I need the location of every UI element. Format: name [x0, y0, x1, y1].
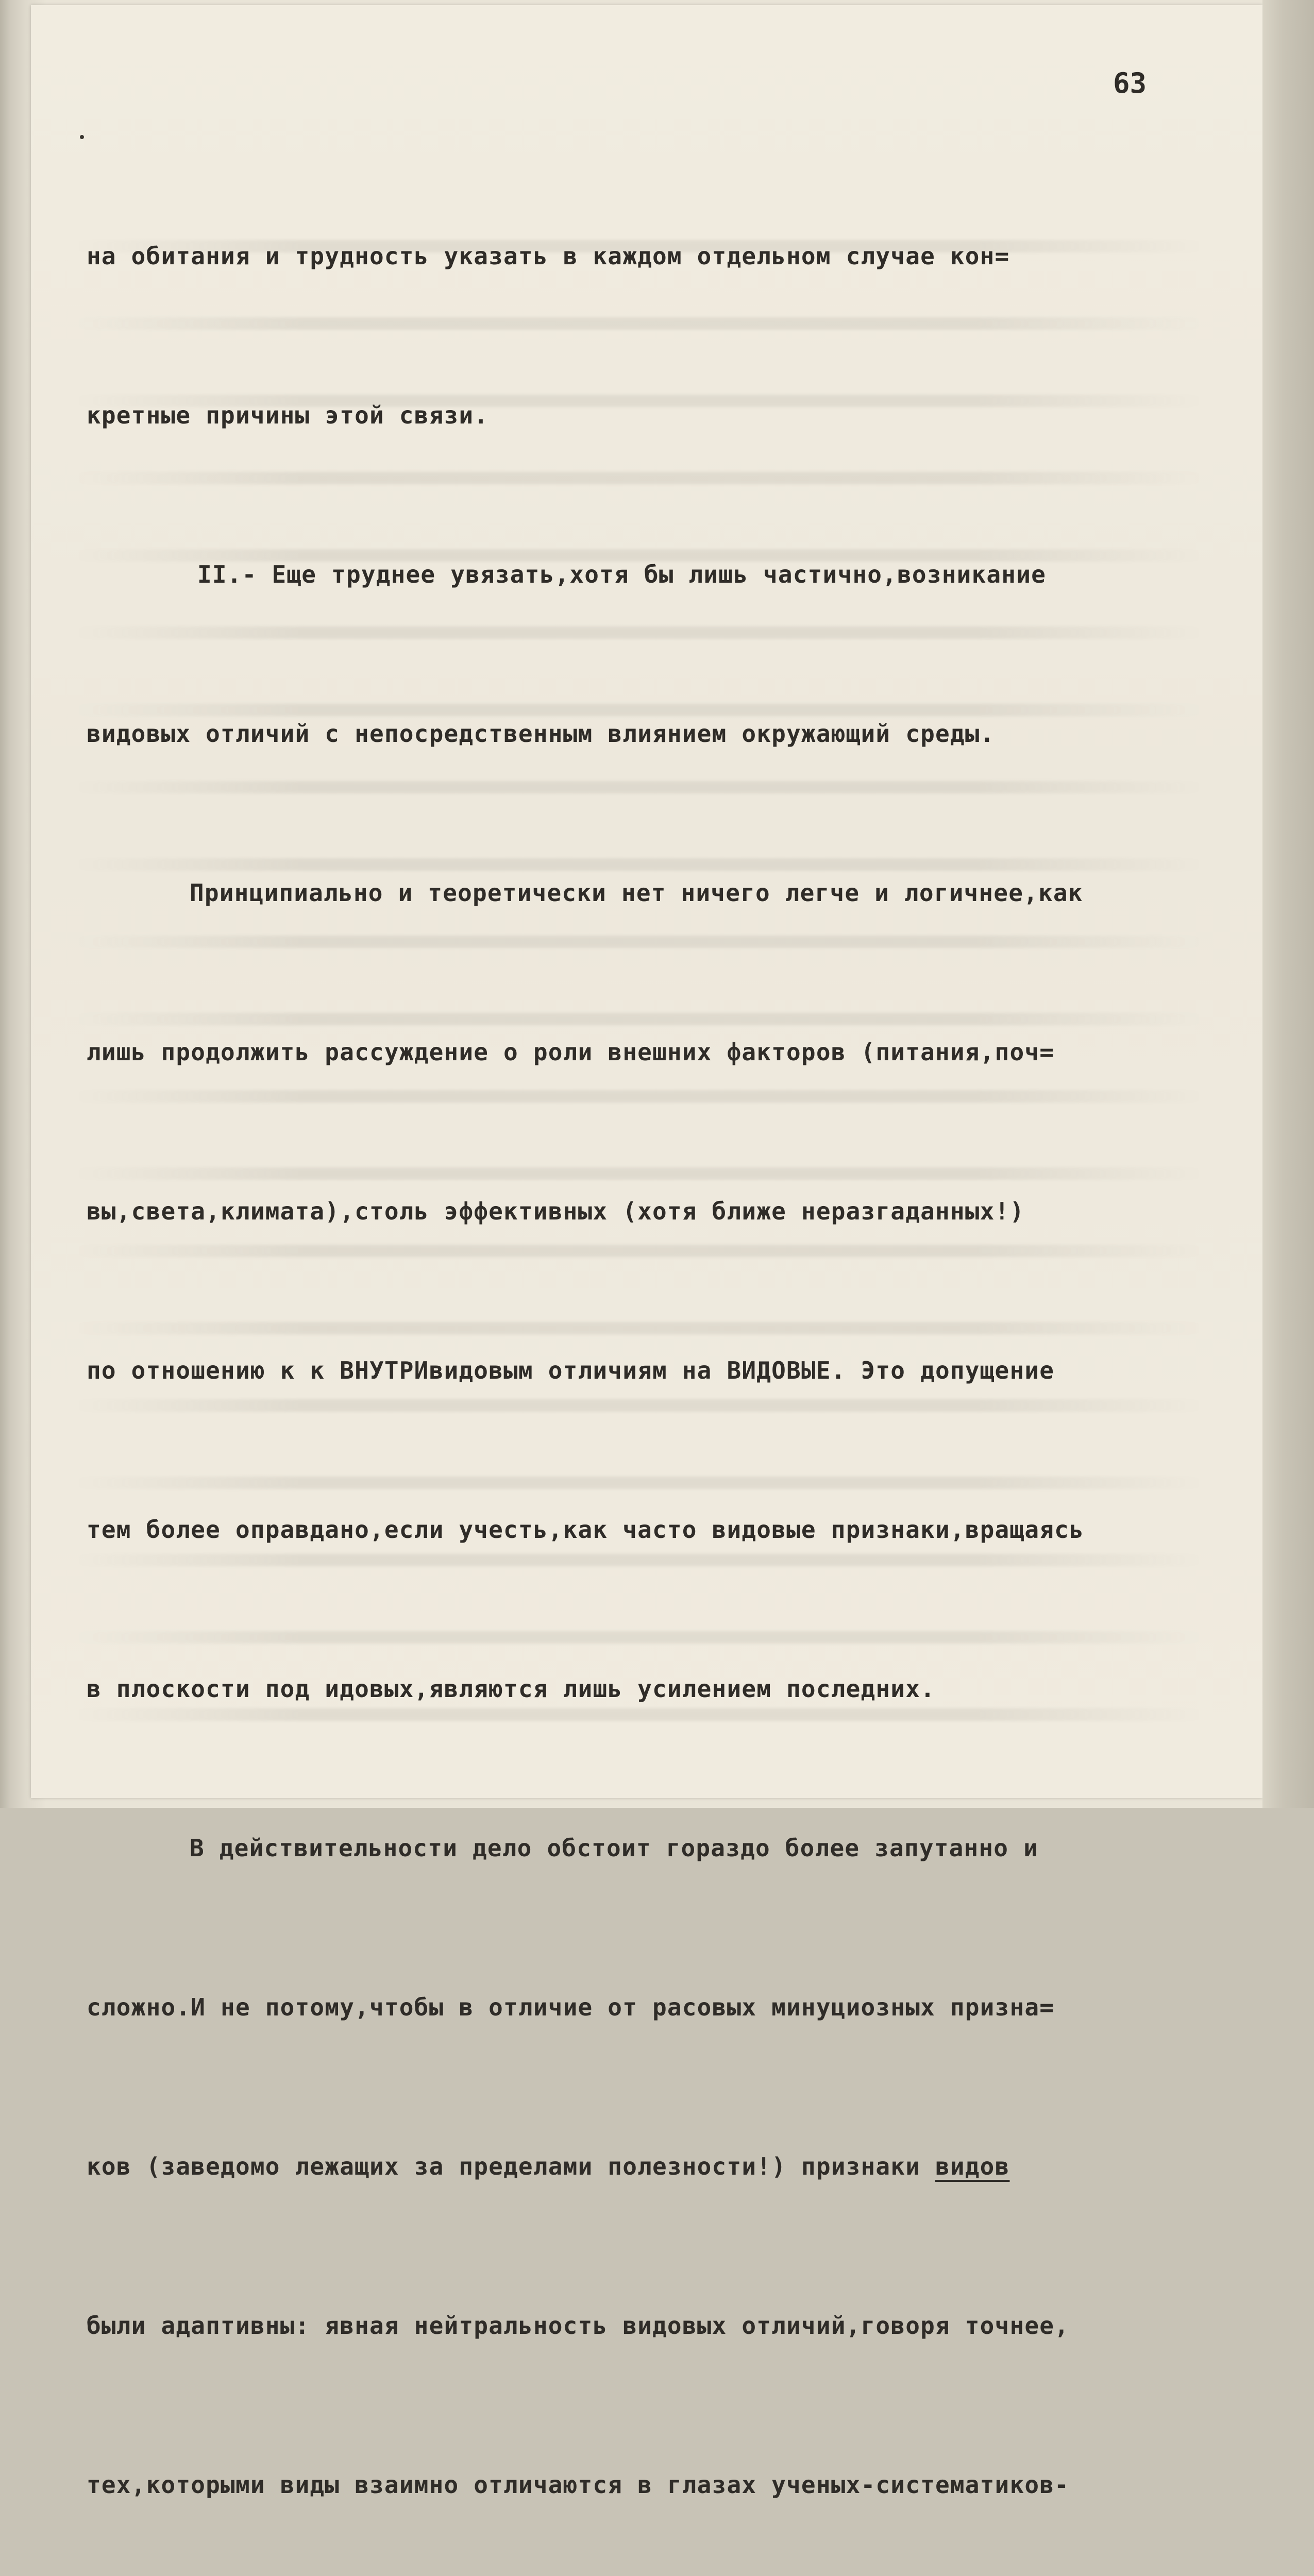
text-line-13 — [87, 2140, 1256, 2193]
text-line-9: тем более оправдано,если учесть,как часто видовые признаки,вращаясь — [87, 1516, 1084, 1544]
margin-mark — [80, 135, 84, 139]
page-number: 63 — [1113, 67, 1147, 99]
scan-right-edge — [1262, 0, 1314, 1808]
text-line-8: по отношению к к ВНУТРИвидовым отличиям на ВИДОВЫЕ. Это допущение — [87, 1357, 1055, 1384]
text-line-14: были адаптивны: явная нейтральность видовых отличий,говоря точнее, — [87, 2312, 1070, 2340]
text-line-12: сложно.И не потому,чтобы в отличие от расовых минуциозных призна= — [87, 1993, 1055, 2021]
text-line-6: лишь продолжить рассуждение о роли внешних факторов (питания,поч= — [87, 1038, 1055, 1066]
text-line-5: Принципиально и теоретически нет ничего легче и логичнее,как — [190, 879, 1083, 907]
underlined-word-vidov: видов — [935, 2153, 1010, 2180]
text-line-2: кретные причины этой связи. — [87, 401, 489, 429]
text-line-15: тех,которыми виды взаимно отличаются в глазах ученых-систематиков- — [87, 2471, 1070, 2499]
text-line-13-a: ков (заведомо лежащих за пределами полезности!) признаки — [87, 2153, 935, 2180]
text-line-10: в плоскости под идовых,являются лишь усилением последних. — [87, 1675, 935, 1703]
text-line-4: видовых отличий с непосредственным влиянием окружающий среды. — [87, 720, 995, 748]
text-line-1: на обитания и трудность указать в каждом отдельном случае кон= — [87, 242, 1010, 270]
typewritten-text — [87, 124, 1256, 2576]
text-line-11: В действительности дело обстоит гораздо более запутанно и — [190, 1834, 1038, 1862]
text-line-3: II.- Еще труднее увязать,хотя бы лишь частично,возникание — [197, 561, 1046, 588]
text-line-7: вы,света,климата),столь эффективных (хотя ближе неразгаданных!) — [87, 1197, 1025, 1225]
